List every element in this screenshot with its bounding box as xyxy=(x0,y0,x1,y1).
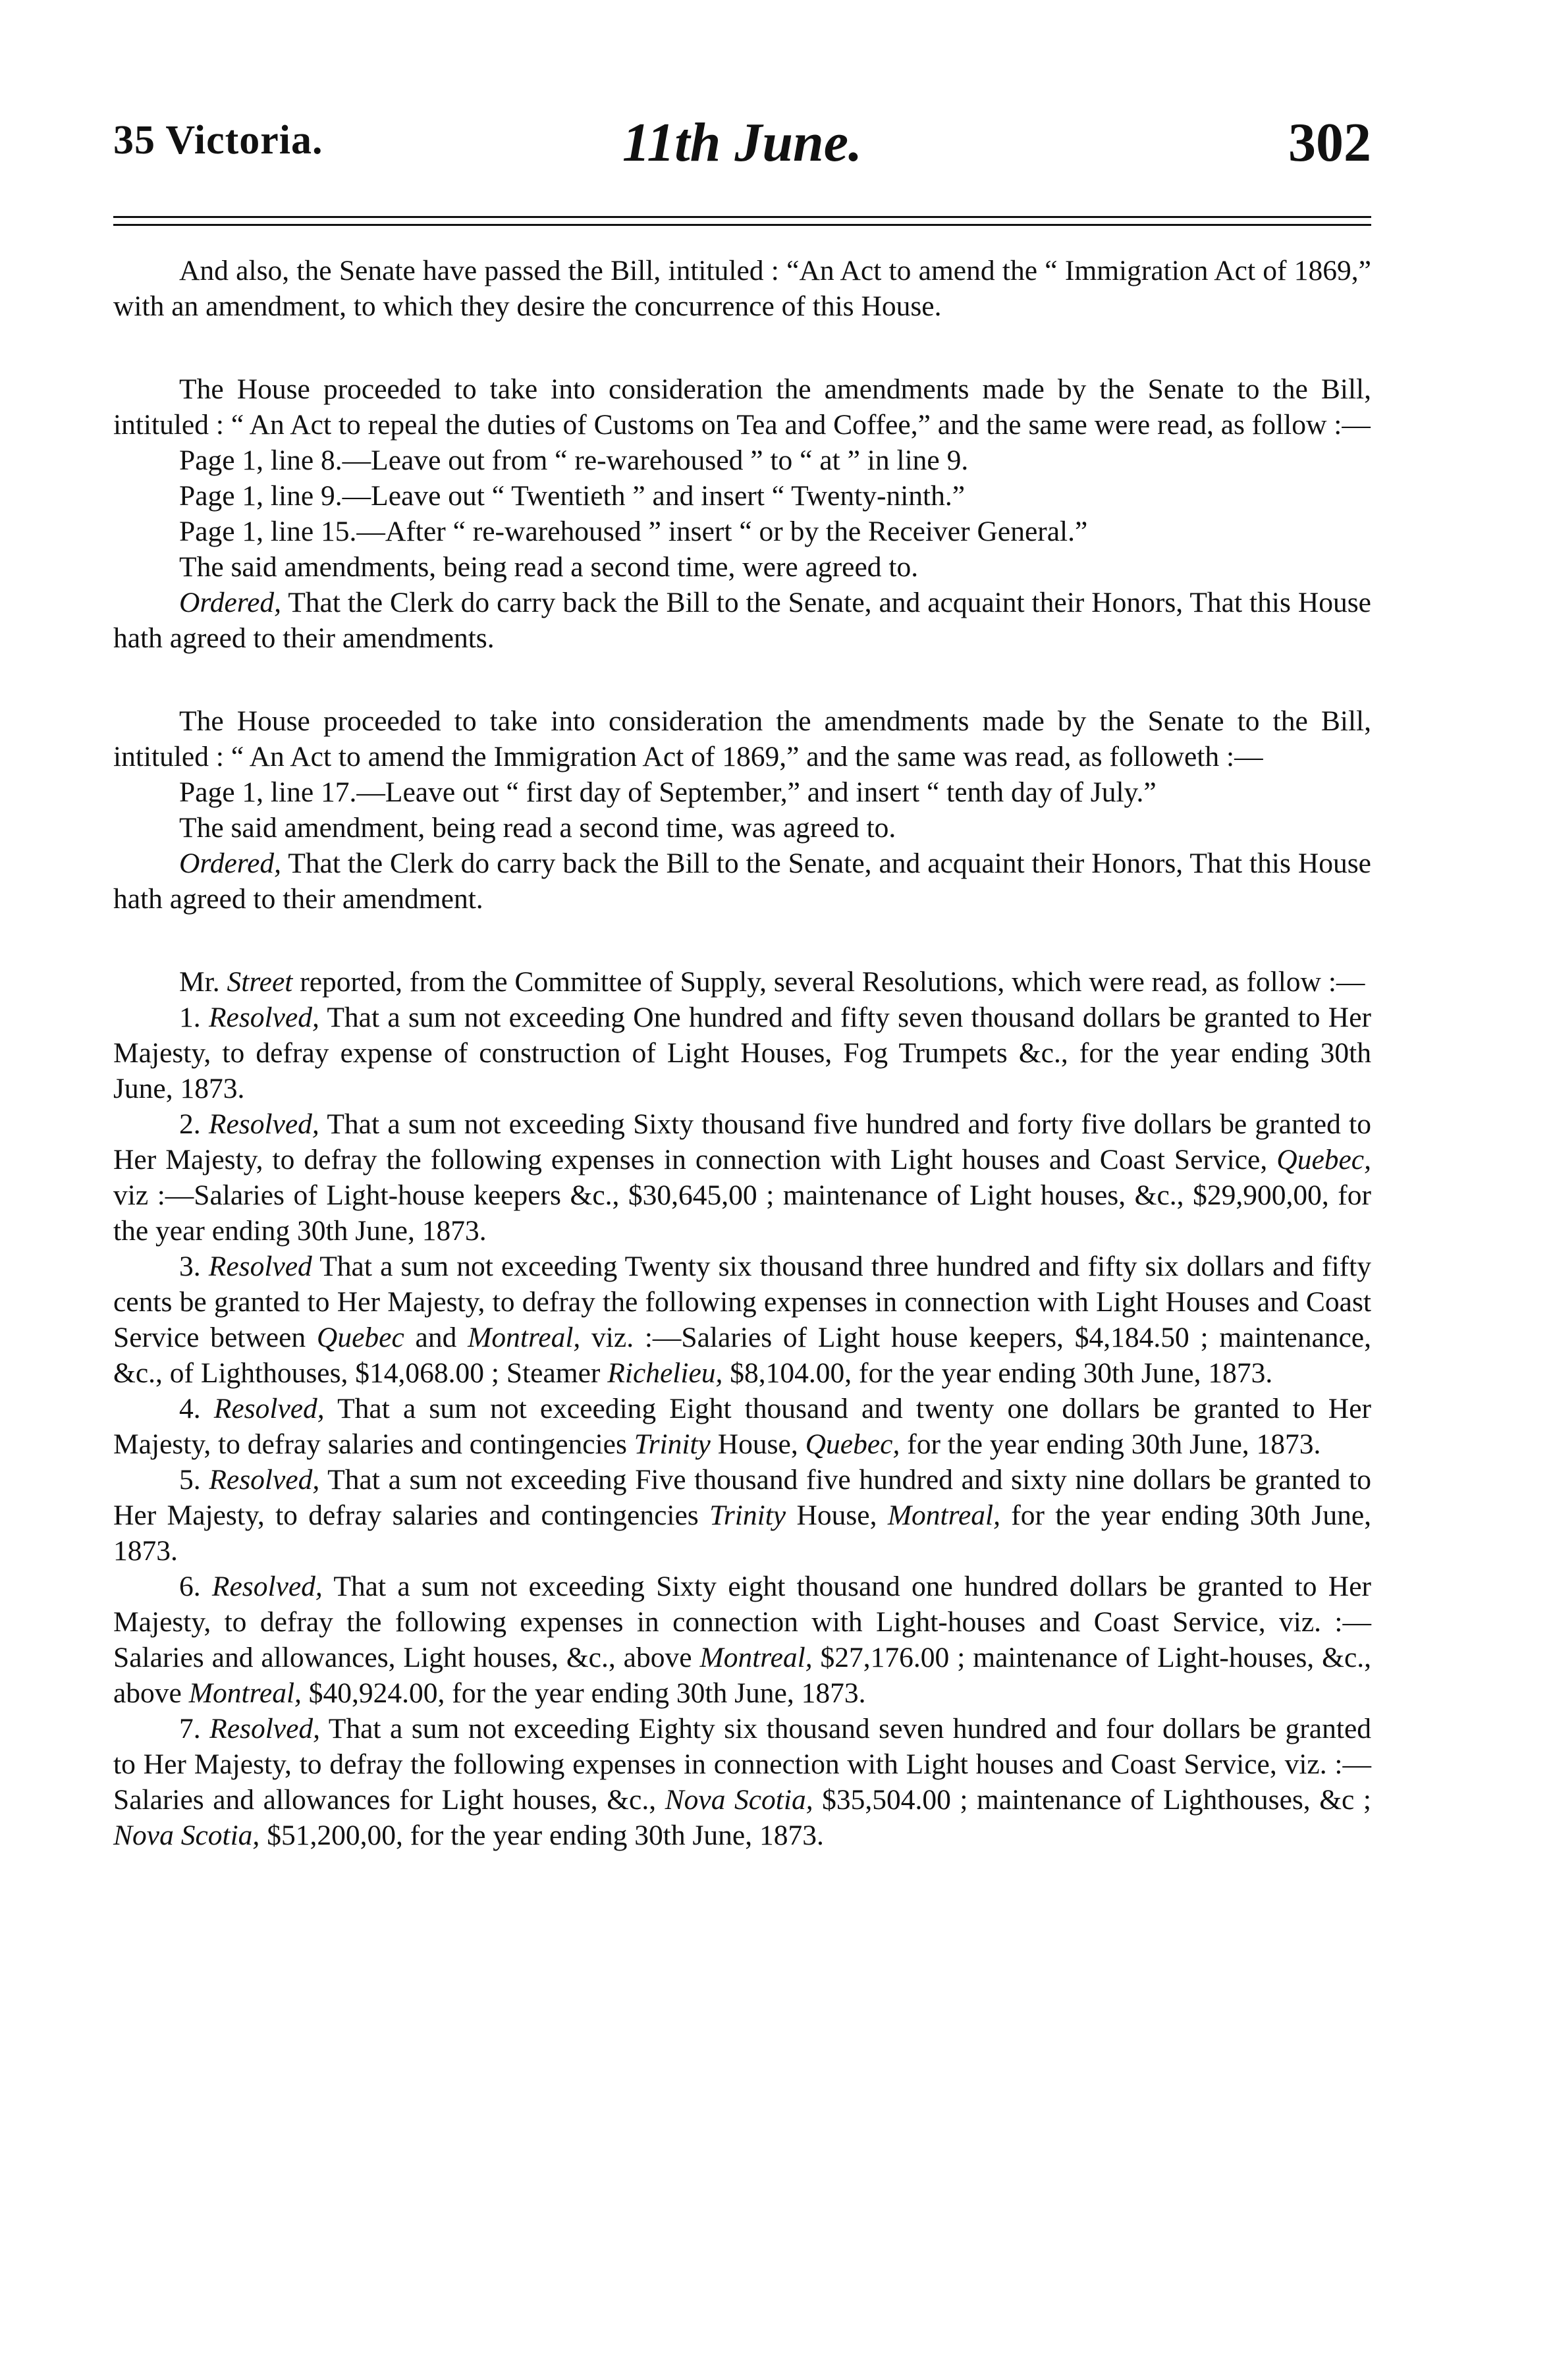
amendment-line: Page 1, line 9.—Leave out “ Twentieth ” and insert “ Twenty-ninth.” xyxy=(179,480,966,512)
page-body xyxy=(113,253,1371,1853)
ordered-word: Ordered, xyxy=(179,848,282,879)
resolution-6: 6. Resolved, That a sum not exceeding Sixty eight thousand one hundred dollars be granted to Her Majesty, to defray the following expenses in connection with Light-houses and Coast Service, viz. :—Salaries and allowances, Light houses, &c., above Montreal, $27,176.00 ; maintenance of Light-houses, &c., above Montreal, $40,924.00, for the year ending 30th June, 1873. xyxy=(113,1571,1372,1709)
amendment-line: Page 1, line 8.—Leave out from “ re-warehoused ” to “ at ” in line 9. xyxy=(179,445,969,476)
agreed-line: The said amendment, being read a second time, was agreed to. xyxy=(179,812,896,844)
ordered-paragraph: Ordered, That the Clerk do carry back the Bill to the Senate, and acquaint their Honors, That this House hath agreed to their amendments. xyxy=(113,587,1371,654)
header-rule-top xyxy=(113,216,1371,218)
ordered-word: Ordered, xyxy=(179,587,282,618)
committee-of-supply-section xyxy=(113,964,1371,1853)
senate-message-paragraph: And also, the Senate have passed the Bill, intituled : “An Act to amend the “ Immigration Act of 1869,” with an amendment, to which they desire the concurrence of this House. xyxy=(113,255,1371,322)
section-intro: The House proceeded to take into consideration the amendments made by the Senate to the Bill, intituled : “ An Act to amend the Immigration Act of 1869,” and the same was read, as followeth :— xyxy=(113,705,1371,772)
amendment-line: Page 1, line 15.—After “ re-warehoused ” insert “ or by the Receiver General.” xyxy=(179,516,1088,547)
resolution-1: 1. Resolved, That a sum not exceeding One hundred and fifty seven thousand dollars be granted to Her Majesty, to defray expense of construction of Light Houses, Fog Trumpets &c., for the year ending 30th June, 1873. xyxy=(113,1002,1372,1104)
resolution-7: 7. Resolved, That a sum not exceeding Eighty six thousand seven hundred and four dollars be granted to Her Majesty, to defray the following expenses in connection with Light houses and Coast Service, viz. :—Salaries and allowances for Light houses, &c., Nova Scotia, $35,504.00 ; maintenance of Lighthouses, &c ; Nova Scotia, $51,200,00, for the year ending 30th June, 1873. xyxy=(113,1713,1371,1851)
date-heading: 11th June. xyxy=(622,112,863,173)
page-header xyxy=(113,111,1371,190)
member-name: Street xyxy=(227,966,293,998)
resolution-5: 5. Resolved, That a sum not exceeding Five thousand five hundred and sixty nine dollars be granted to Her Majesty, to defray salaries and contingencies Trinity House, Montreal, for the year ending 30th June, 1873. xyxy=(113,1464,1372,1567)
tea-coffee-bill-section xyxy=(113,371,1371,656)
immigration-bill-section xyxy=(113,703,1371,917)
section-intro: Mr. Street reported, from the Committee of Supply, several Resolutions, which were read, as follow :— xyxy=(179,966,1365,998)
regnal-year: 35 Victoria. xyxy=(113,118,323,163)
section-intro: The House proceeded to take into consideration the amendments made by the Senate to the Bill, intituled : “ An Act to repeal the duties of Customs on Tea and Coffee,” and the same were read, as follow :— xyxy=(113,373,1371,441)
header-rule-bottom xyxy=(113,224,1371,226)
ordered-paragraph: Ordered, That the Clerk do carry back the Bill to the Senate, and acquaint their Honors, That this House hath agreed to their amendment. xyxy=(113,848,1371,915)
resolution-3: 3. Resolved That a sum not exceeding Twenty six thousand three hundred and fifty six dollars and fifty cents be granted to Her Majesty, to defray the following expenses in connection with Light Houses and Coast Service between Quebec and Montreal, viz. :—Salaries of Light house keepers, $4,184.50 ; maintenance, &c., of Lighthouses, $14,068.00 ; Steamer Richelieu, $8,104.00, for the year ending 30th June, 1873. xyxy=(113,1251,1371,1389)
resolution-2: 2. Resolved, That a sum not exceeding Sixty thousand five hundred and forty five dollars be granted to Her Majesty, to defray the following expenses in connection with Light houses and Coast Service, Quebec, viz :—Salaries of Light-house keepers &c., $30,645,00 ; maintenance of Light houses, &c., $29,900,00, for the year ending 30th June, 1873. xyxy=(113,1108,1371,1247)
resolution-4: 4. Resolved, That a sum not exceeding Eight thousand and twenty one dollars be granted to Her Majesty, to defray salaries and contingencies Trinity House, Quebec, for the year ending 30th June, 1873. xyxy=(113,1393,1372,1460)
page-number: 302 xyxy=(1288,112,1371,173)
amendment-line: Page 1, line 17.—Leave out “ first day of September,” and insert “ tenth day of July.” xyxy=(179,776,1157,808)
agreed-line: The said amendments, being read a second time, were agreed to. xyxy=(179,551,919,583)
